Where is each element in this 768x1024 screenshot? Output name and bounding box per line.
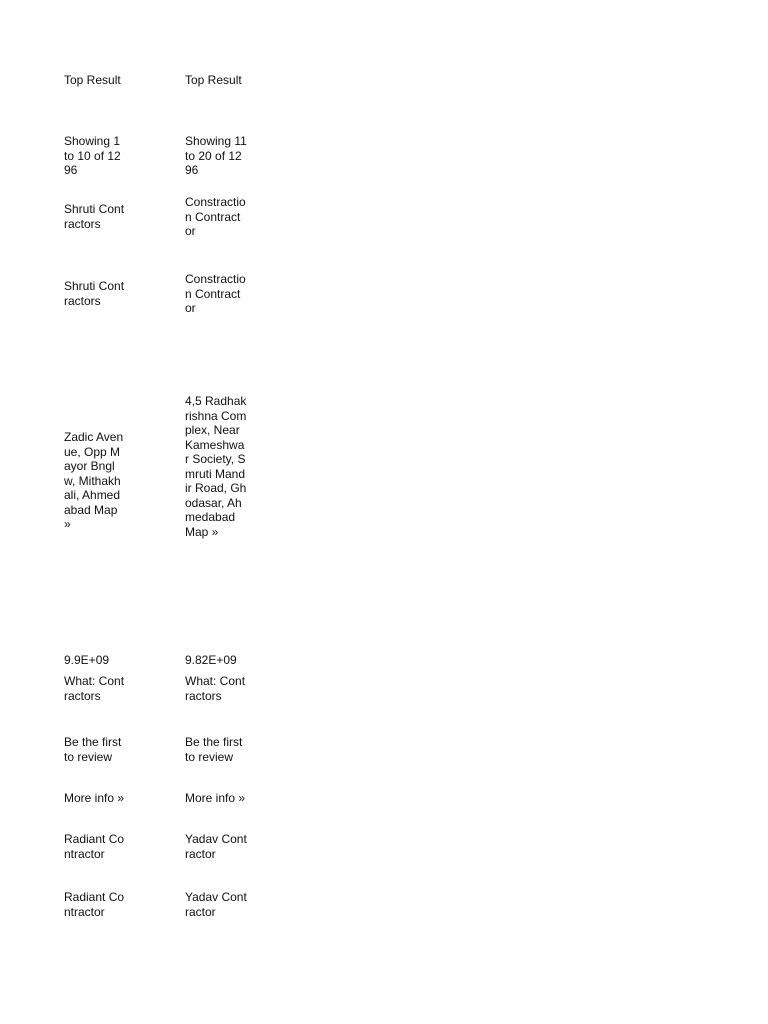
listing-category: What: Contractors xyxy=(64,674,125,703)
top-result-label: Top Result xyxy=(64,73,121,87)
listing-phone: 9.82E+09 xyxy=(185,653,237,667)
next-listing-name: Radiant Contractor xyxy=(64,890,125,919)
listing-phone: 9.9E+09 xyxy=(64,653,110,667)
listing-address-map-link[interactable]: 4,5 Radhakrishna Complex, Near Kameshwar Society, Smruti Mandir Road, Ghodasar, Ahmedabad Map » xyxy=(185,394,247,539)
results-count: Showing 11 to 20 of 1296 xyxy=(185,134,247,177)
results-count: Showing 1 to 10 of 1296 xyxy=(64,134,121,177)
next-listing-name-link[interactable]: Radiant Contractor xyxy=(64,832,125,861)
next-listing-name-link[interactable]: Yadav Contractor xyxy=(185,832,247,861)
next-listing-name: Yadav Contractor xyxy=(185,890,247,919)
write-review-link[interactable]: Be the first to review xyxy=(185,735,243,764)
listing-name-link[interactable]: Constraction Contractor xyxy=(185,195,246,238)
listing-name: Shruti Contractors xyxy=(64,279,125,308)
write-review-link[interactable]: Be the first to review xyxy=(64,735,122,764)
listing-name: Constraction Contractor xyxy=(185,272,246,315)
listing-name-link[interactable]: Shruti Contractors xyxy=(64,202,125,231)
more-info-link[interactable]: More info » xyxy=(185,791,246,805)
listing-address-map-link[interactable]: Zadic Avenue, Opp Mayor Bnglw, Mithakhali, Ahmedabad Map » xyxy=(64,430,124,531)
listing-category: What: Contractors xyxy=(185,674,246,703)
more-info-link[interactable]: More info » xyxy=(64,791,125,805)
top-result-label: Top Result xyxy=(185,73,242,87)
